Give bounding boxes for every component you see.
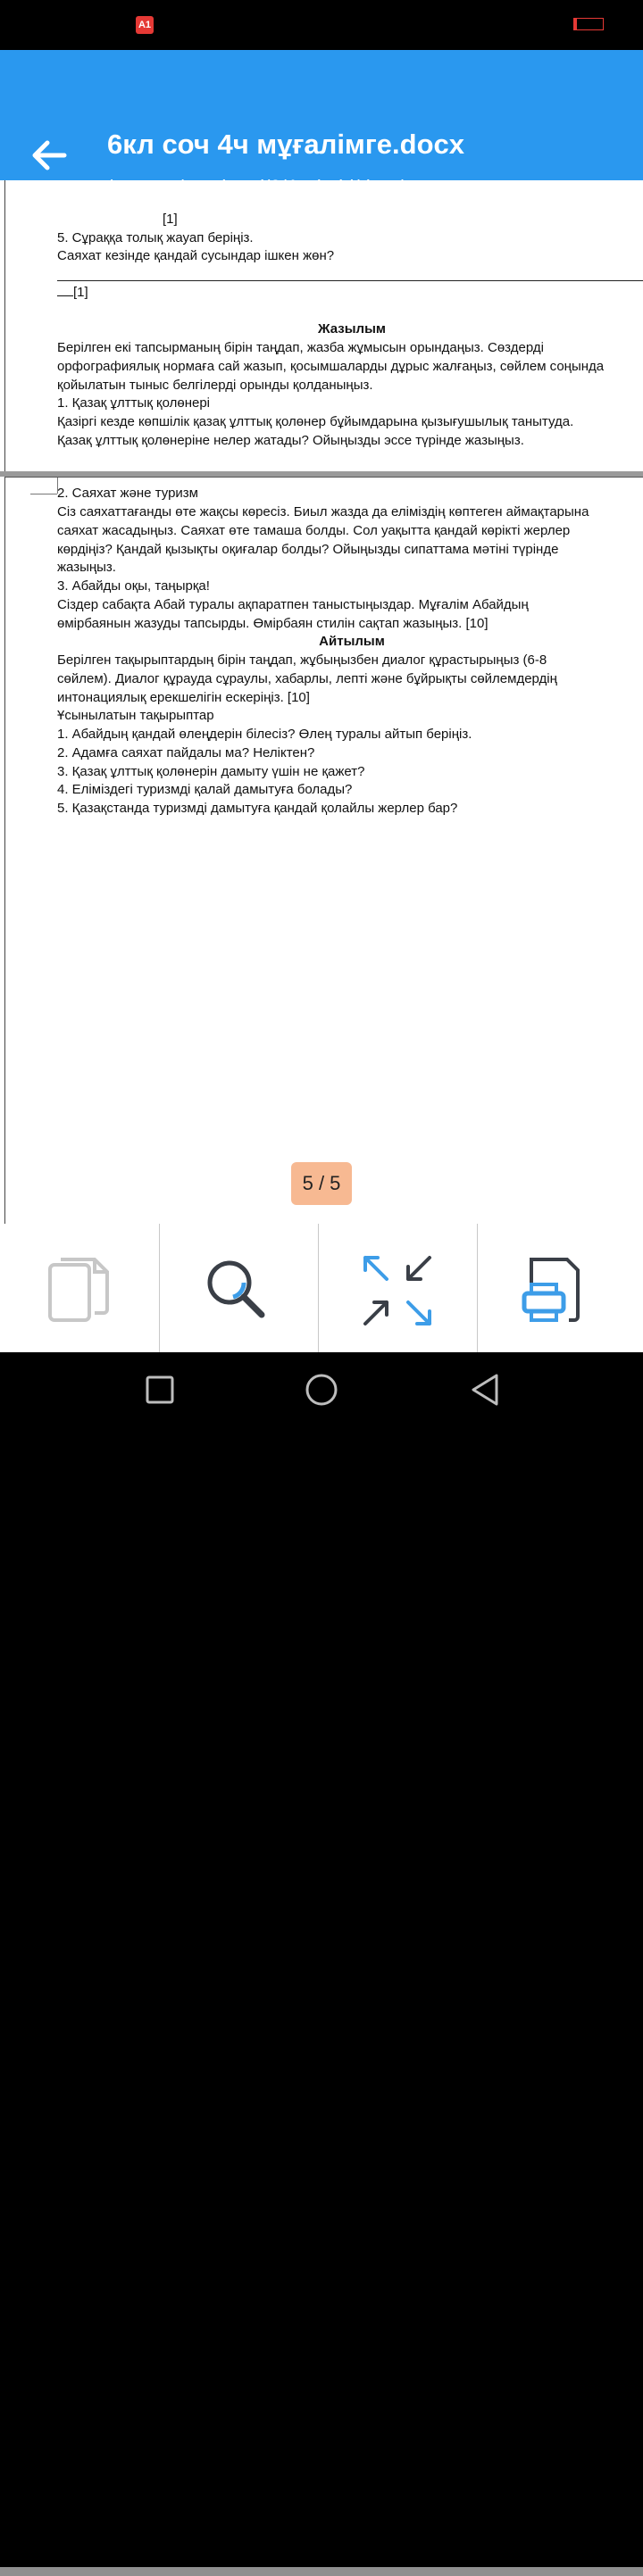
print-icon [521, 1252, 592, 1327]
question-5-text: Саяхат кезінде қандай сусындар ішкен жөн? [57, 248, 335, 263]
fit-screen-button[interactable] [318, 1224, 478, 1352]
topic-item: 4. Еліміздегі туризмді қалай дамытуға болады? [57, 782, 353, 797]
circle-icon [302, 1370, 341, 1409]
back-arrow-icon [27, 135, 71, 179]
back-button[interactable] [27, 135, 71, 179]
section-title-speaking: Айтылым [319, 634, 385, 649]
pages-button[interactable] [0, 1224, 159, 1352]
topic-item: 2. Адамға саяхат пайдалы ма? Неліктен? [57, 745, 315, 760]
speaking-instruction: сөйлем). Диалог құрауда сұраулы, хабарлы, лепті және бұйрықты сөйлемдердің [57, 671, 557, 686]
task-3-text: Сіздер сабақта Абай туралы ақпаратпен таныстыңыздар. Мұғалім Абайдың [57, 597, 529, 612]
task-1-text: Қазіргі кезде көпшілік қазақ ұлттық қолөнер бұйымдарына қызығушылық танытуда. [57, 414, 574, 429]
shrink-arrows-icon [362, 1252, 433, 1327]
battery-icon [573, 18, 604, 30]
instruction-line: Берілген екі тапсырманың бірін таңдап, жазба жұмысын орындаңыз. Сөздерді [57, 340, 544, 355]
instruction-line: қойылатын тыныс белгілерді орынды қолданыңыз. [57, 378, 373, 393]
task-1-text: Қазақ ұлттық қолөнеріне нелер жатады? Ойыңызды эссе түрінде жазыңыз. [57, 433, 524, 448]
toolbar-bottom-border [0, 2567, 643, 2576]
app-notification-icon: A1 [136, 16, 154, 34]
score-label: [1] [57, 284, 88, 302]
topic-item: 1. Абайдың қандай өлеңдерін білесіз? Өлең туралы айтып беріңіз. [57, 727, 472, 742]
speaking-instruction: Берілген тақырыптардың бірін таңдап, жұбыңызбен диалог құрастырыңыз (6-8 [57, 652, 547, 668]
topic-item: 5. Қазақстанда туризмді дамытуға қандай қолайлы жерлер бар? [57, 801, 458, 816]
triangle-back-icon [466, 1370, 505, 1409]
status-bar [0, 0, 643, 50]
topic-item: 3. Қазақ ұлттық қолөнерін дамыту үшін не қажет? [57, 764, 365, 779]
task-2-title: 2. Саяхат және туризм [57, 486, 198, 501]
document-page [4, 477, 643, 1224]
task-2-text: саяхат жасадыңыз. Саяхат өте тамаша болды. Сол уақытта қандай көрікті жерлер [57, 523, 571, 538]
task-1-title: 1. Қазақ ұлттық қолөнері [57, 395, 211, 411]
task-3-title: 3. Абайды оқы, таңырқа! [57, 578, 210, 594]
task-2-text: Сіз саяхаттағанды өте жақсы көресіз. Биыл жазда да еліміздің көптеген аймақтарына [57, 504, 589, 519]
task-3-text: өмірбаянын жазуды тапсырды. Өмірбаян стилін сақтап жазыңыз. [10] [57, 616, 489, 631]
document-viewer[interactable] [0, 180, 643, 1224]
search-button[interactable] [159, 1224, 319, 1352]
page-indicator: 5 / 5 [291, 1162, 352, 1205]
task-2-text: көрдіңіз? Қандай қызықты оқиғалар болды? Ойыңызды сипаттама мәтіні түрінде [57, 542, 559, 557]
document-title: 6кл соч 4ч мұғалімге.docx [107, 129, 464, 160]
app-header [0, 50, 643, 180]
speaking-instruction: интонациялық ерекшелігін ескеріңіз. [10] [57, 690, 310, 705]
bottom-toolbar [0, 1224, 643, 1352]
instruction-line: орфографиялық нормаға сай жазып, қосымшаларды дұрыс жалғаңыз, сөйлем соңында [57, 359, 605, 374]
question-5: 5. Сұраққа толық жауап беріңіз. [57, 230, 254, 245]
home-button[interactable] [302, 1370, 341, 1409]
back-nav-button[interactable] [466, 1370, 505, 1409]
search-icon [203, 1252, 274, 1327]
print-button[interactable] [477, 1224, 637, 1352]
task-2-text: жазыңыз. [57, 560, 116, 575]
score-label: [1] [163, 212, 178, 227]
document-pages-icon [43, 1252, 114, 1327]
topics-title: Ұсынылатын тақырыптар [57, 708, 214, 723]
answer-line [57, 280, 643, 281]
section-title-writing: Жазылым [318, 321, 386, 337]
document-page [4, 180, 643, 474]
system-navigation-bar [0, 1352, 643, 1428]
recent-apps-button[interactable] [140, 1370, 180, 1409]
square-icon [140, 1370, 180, 1409]
